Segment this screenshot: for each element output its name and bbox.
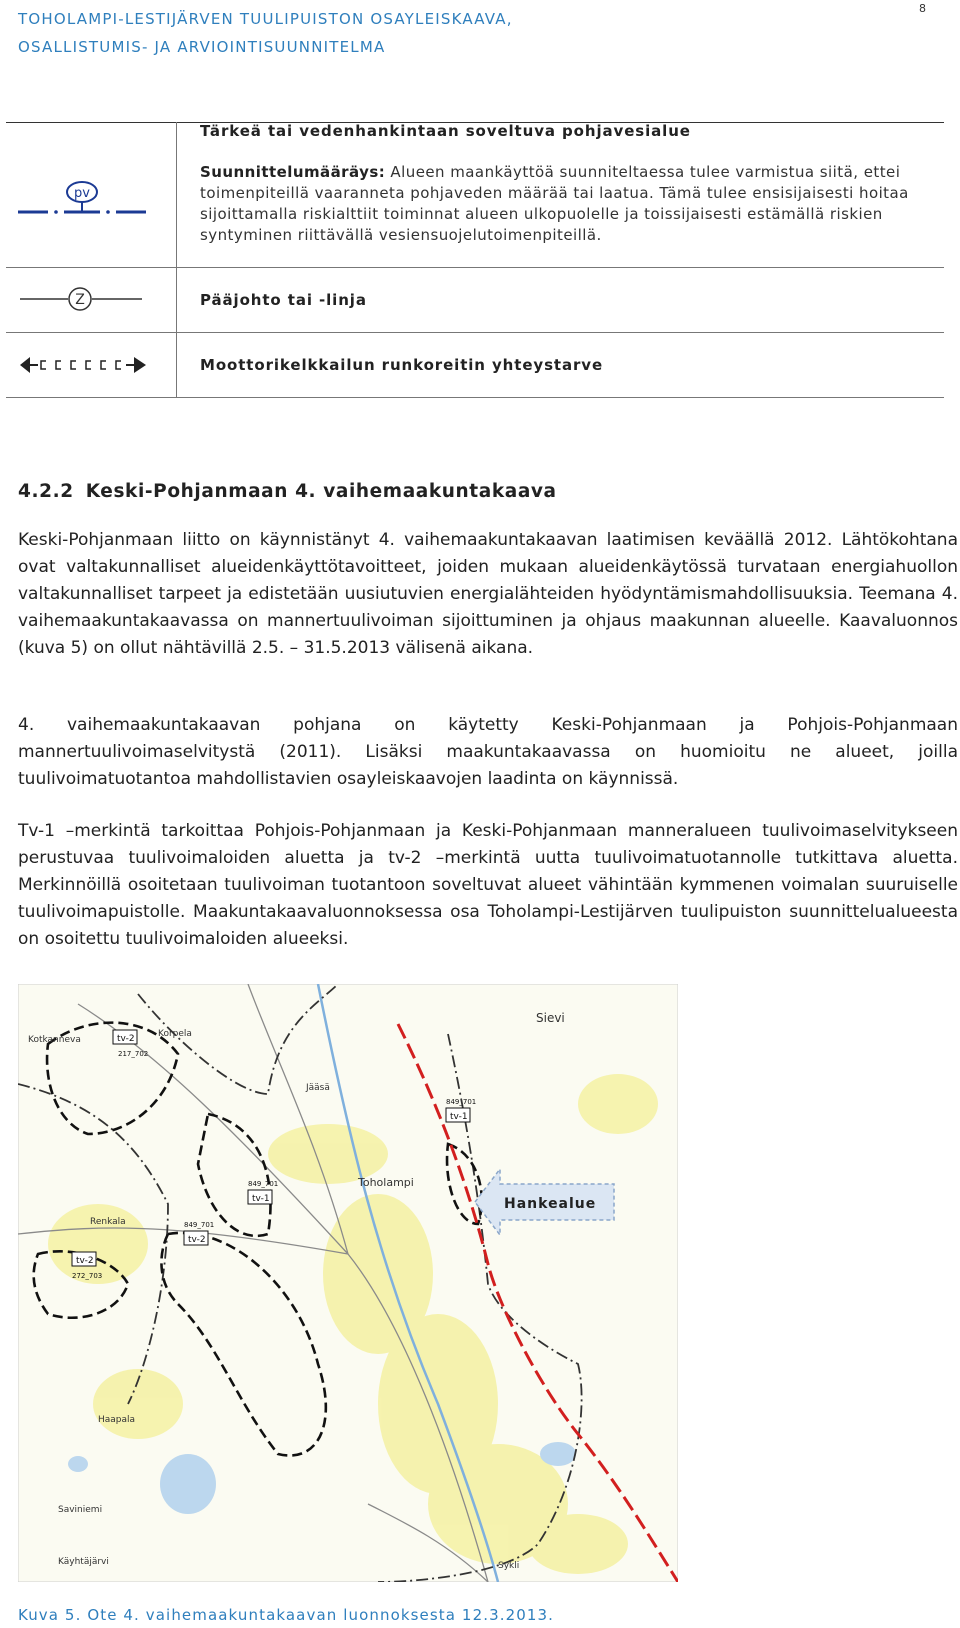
legend-title-main-line: Pääjohto tai -linja	[200, 291, 367, 309]
paragraph-3: Tv-1 –merkintä tarkoittaa Pohjois-Pohjanmaan ja Keski-Pohjanmaan manneralueen tuulivoimaselvitykseen perustuvaa tuulivoimaloiden aluetta ja tv-2 –merkintä uutta tuulivoimatuotannolle tutkittava aluetta. Merkinnöillä osoitetaan tuulivoiman tuotantoon soveltuvat alueet vähintään kymmenen voimalan suuruiselle tuulivoimapuistolle. Maakuntakaavaluonnoksessa osa Toholampi-Lestijärven tuulipuiston suunnittelualueesta on osoitettu tuulivoimaloiden alueeksi.	[18, 821, 958, 949]
zone-label-tv1-mid: tv-1	[252, 1194, 270, 1204]
page-number: 8	[919, 2, 926, 15]
paragraph-2: 4. vaihemaakuntakaavan pohjana on käytetty Keski-Pohjanmaan ja Pohjois-Pohjanmaan mannertuulivoimaselvitystä (2011). Lisäksi maakuntakaavassa on huomioitu ne alueet, joilla tuulivoimatuotantoa mahdollistavien osayleiskaavojen laadinta on käynnissä.	[18, 715, 958, 789]
section-number: 4.2.2	[18, 481, 74, 502]
zone-label-tv2-mid: tv-2	[188, 1235, 206, 1245]
document-header-line1: TOHOLAMPI-LESTIJÄRVEN TUULIPUISTON OSAYLEISKAAVA,	[18, 10, 513, 28]
place-label: Sievi	[536, 1011, 565, 1025]
table-rule	[6, 332, 944, 333]
regulation-label: Suunnittelumääräys:	[200, 163, 386, 181]
figure-caption: Kuva 5. Ote 4. vaihemaakuntakaavan luonnoksesta 12.3.2013.	[18, 1606, 555, 1624]
place-label: Kotkanneva	[28, 1035, 81, 1045]
place-label: Toholampi	[358, 1176, 414, 1189]
regulation-text: Alueen maankäyttöä suunniteltaessa tulee varmistua siitä, ettei toimenpiteillä vaaranneta pohjaveden määrää tai laatua. Tämä tulee ensisijaisesti hoitaa sijoittamalla riskialttiit toiminnat alueen ulkopuolelle ja toissijaisesti estämällä riskien syntyminen riittävällä vesiensuojelutoimenpiteillä.	[200, 163, 909, 244]
callout-label: Hankealue	[504, 1196, 597, 1212]
place-label: Käyhtäjärvi	[58, 1557, 109, 1567]
table-divider	[176, 122, 177, 397]
groundwater-area-symbol	[18, 178, 146, 222]
place-label: Haapala	[98, 1415, 136, 1425]
section-title: Keski-Pohjanmaan 4. vaihemaakuntakaava	[85, 481, 557, 502]
table-rule	[6, 267, 944, 268]
symbol-label: Z	[75, 292, 85, 308]
zone-label-tv1-right: tv-1	[450, 1112, 468, 1122]
section-heading	[18, 481, 557, 502]
main-line-symbol	[20, 285, 142, 317]
zone-label-tv2-top: tv-2	[117, 1034, 135, 1044]
snowmobile-route-symbol	[20, 354, 146, 380]
zone-code-tv2-top: 217_702	[118, 1050, 149, 1058]
zone-label-tv2-left: tv-2	[76, 1256, 94, 1266]
legend-table	[6, 122, 950, 413]
legend-regulation	[200, 162, 940, 246]
table-rule	[6, 397, 944, 398]
plan-map	[18, 984, 678, 1582]
legend-title-snowmobile: Moottorikelkkailun runkoreitin yhteystarve	[200, 356, 604, 374]
place-label: Korpela	[158, 1029, 192, 1039]
place-label: Saviniemi	[58, 1505, 103, 1515]
zone-code-tv1-right: 849_701	[446, 1098, 477, 1106]
paragraph-1: Keski-Pohjanmaan liitto on käynnistänyt 4. vaihemaakuntakaavan laatimisen keväällä 2012. Lähtökohtana ovat valtakunnalliset alueidenkäyttötavoitteet, joiden mukaan alueidenkäytössä turvataan energiahuollon valtakunnalliset tarpeet ja edistetään uusiutuvien energialähteiden hyödyntämismahdollisuuksia. Teemana 4. vaihemaakuntakaavassa on mannertuulivoiman sijoittuminen ja ohjaus maakunnan alueelle. Kaavaluonnos (kuva 5) on ollut nähtävillä 2.5. – 31.5.2013 välisenä aikana.	[18, 530, 958, 658]
document-header-line2: OSALLISTUMIS- JA ARVIOINTISUUNNITELMA	[18, 38, 386, 56]
place-label: Renkala	[90, 1217, 126, 1227]
zone-code-tv2-mid: 849_701	[184, 1221, 215, 1229]
zone-code-tv1-mid: 849_701	[248, 1180, 279, 1188]
symbol-label: pv	[74, 186, 90, 201]
place-label: Jääsä	[306, 1083, 330, 1093]
zone-code-tv2-left: 272_703	[72, 1272, 103, 1280]
legend-title-groundwater: Tärkeä tai vedenhankintaan soveltuva pohjavesialue	[200, 122, 691, 140]
place-label: Sykli	[498, 1561, 520, 1571]
